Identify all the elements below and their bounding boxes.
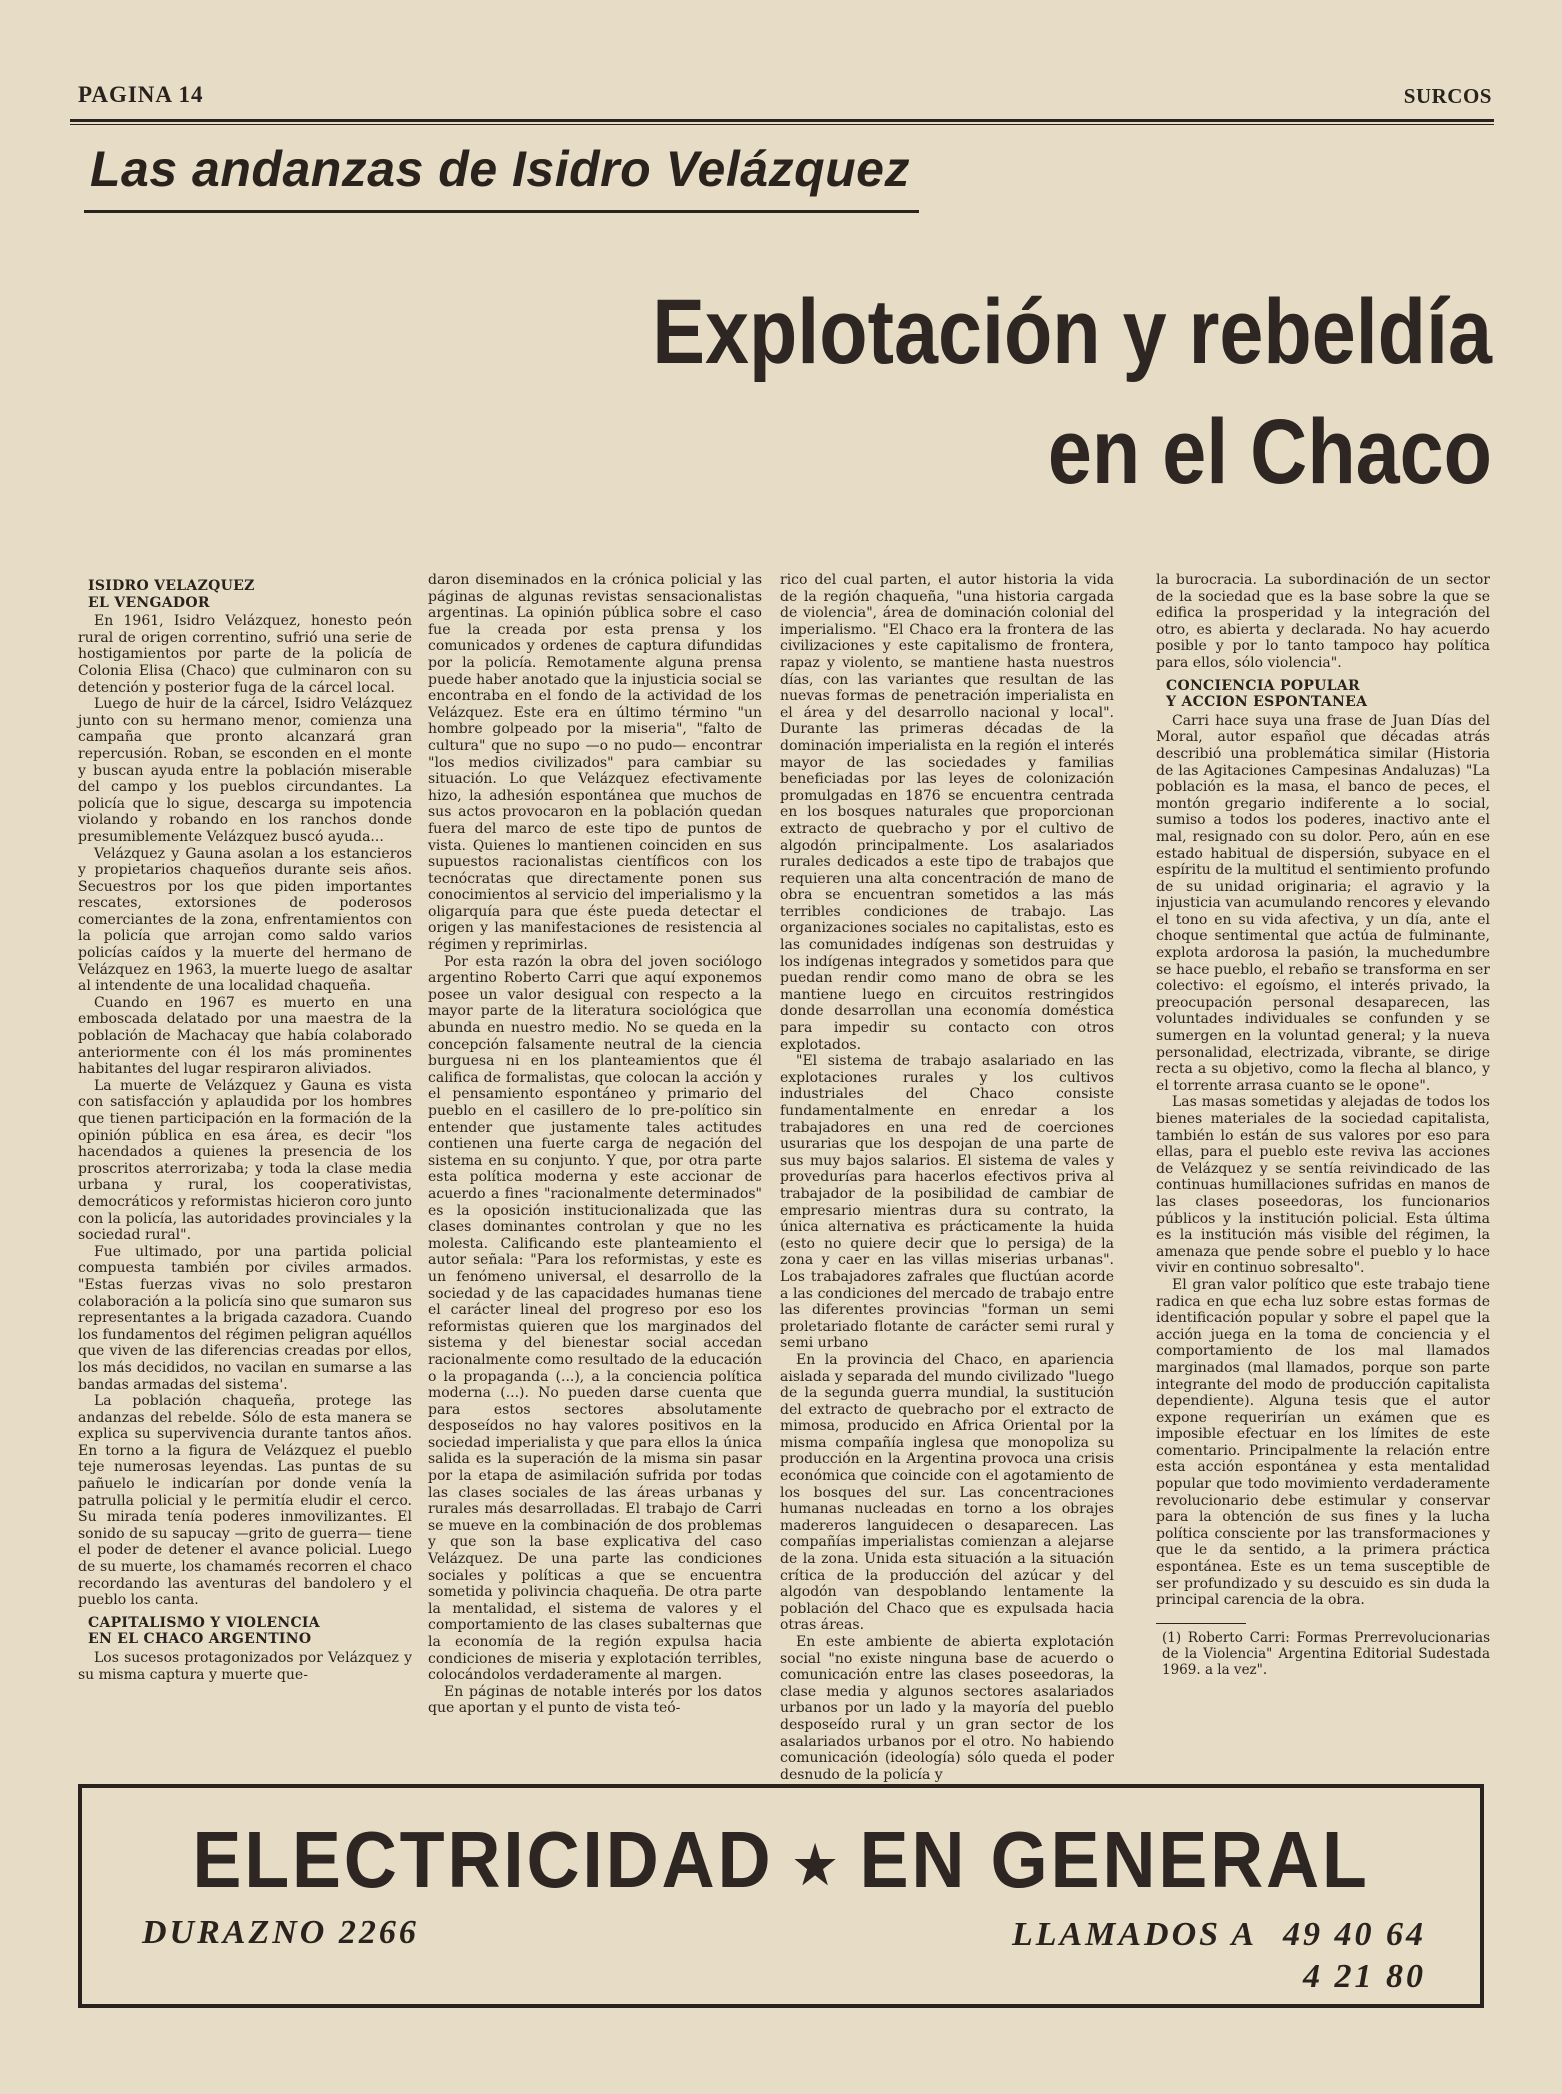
paragraph: la burocracia. La subordinación de un sector de la sociedad que es la base sobre la que se edifica la prosperidad y la integración del otro, es abierta y declarada. No hay acuerdo posible y por lo tanto tampoco hay política para ellos, sólo violencia".	[1156, 572, 1490, 671]
publication-name: SURCOS	[1403, 84, 1492, 108]
subheading-line: CAPITALISMO Y VIOLENCIA	[88, 1614, 320, 1631]
headline-line-1: Explotación y rebeldía	[652, 281, 1492, 383]
paragraph: rico del cual parten, el autor historia la vida de la región chaqueña, "una historia cargada de violencia", área de dominación colonial del imperialismo. "El Chaco era la frontera de las civilizaciones y este capitalismo de frontera, rapaz y violento, se mantiene hasta nuestros días, con las variantes que resultan de las nuevas formas de penetración imperialista en el área y del desarrollo nacional y local". Durante las primeras décadas de la dominación imperialista en la región el interés mayor de las sociedades y familias beneficiadas por las leyes de colonización promulgadas en 1876 se encuentra centrada en los bosques naturales que proporcionan extracto de quebracho y por el cultivo de algodón principalmente. Los asalariados rurales dedicados a este tipo de trabajos que requieren una alta concentración de mano de obra se encuentran sometidos a las más terribles condiciones de trabajo. Las organizaciones sociales no capitalistas, esto es las comunidades indígenas son destruidas y los indígenas integrados y sometidos para que puedan rendir como mano de obra se les mantiene luego en circuitos restringidos donde desarrollan una economía doméstica para impedir su contacto con otros explotados.	[780, 572, 1114, 1053]
column-3	[780, 572, 1114, 1783]
section-title: Las andanzas de Isidro Velázquez	[90, 141, 910, 197]
running-header	[74, 80, 1492, 120]
paragraph: Fue ultimado, por una partida policial compuesta también por civiles armados. "Estas fuerzas vivas no solo prestaron colaboración a la policía sino que sumaron sus representantes a la brigada cazadora. Cuando los fundamentos del régimen peligran aquéllos que viven de las diferencias creadas por ellos, los más decididos, no vacilan en sumarse a las bandas armadas del sistema'.	[78, 1243, 412, 1393]
paragraph: daron diseminados en la crónica policial y las páginas de algunas revistas sensacionalistas argentinas. La opinión pública sobre el caso fue la creada por esta prensa y los comunicados y ordenes de captura difundidas por la policía. Remotamente alguna prensa puede haber anotado que la injusticia social se encontraba en el fondo de la actividad de los Velázquez. Este era en último término "un hombre golpeado por la miseria", "falto de cultura" que no supo —o no pudo— encontrar "los medios civilizados" para cambiar su situación. Lo que Velázquez efectivamente hizo, la adhesión espontánea que muchos de sus actos provocaron en la población quedan fuera del marco de este tipo de puntos de vista. Quienes lo mantienen coinciden en sus supuestos racionalistas científicos con los tecnócratas que directamente ponen sus conocimientos al servicio del imperialismo y la oligarquía para que éste pueda detectar el origen y las manifestaciones de resistencia al régimen y reprimirlas.	[428, 572, 762, 954]
paragraph: En páginas de notable interés por los datos que aportan y el punto de vista teó-	[428, 1683, 762, 1717]
ad-word-left: ELECTRICIDAD	[192, 1815, 774, 1904]
paragraph: "El sistema de trabajo asalariado en las explotaciones rurales y los cultivos industriales del Chaco consiste fundamentalmente en enredar a los trabajadores en una red de coerciones usurarias que los despojan de una parte de sus muy bajos salarios. El sistema de vales y provedurías para hacerlos efectivos priva al trabajador de la posibilidad de cambiar de empresario mientras dura su contrato, la única alternativa es prácticamente la huida (esto no quiere decir que lo persiga) de la zona y caer en las villas miserias urbanas". Los trabajadores zafrales que fluctúan acorde a las condiciones del mercado de trabajo entre las diferentes provincias "forman un semi proletariado flotante de carácter semi rural y semi urbano	[780, 1053, 1114, 1352]
ad-phones	[1012, 1914, 1426, 1998]
subheading-line: Y ACCION ESPONTANEA	[1166, 694, 1368, 711]
ad-headline	[138, 1814, 1424, 1906]
ad-word-right: EN GENERAL	[859, 1815, 1370, 1904]
paragraph: Por esta razón la obra del joven sociólogo argentino Roberto Carri que aquí exponemos posee un valor desigual con respecto a la mayor parte de la literatura sociológica que abunda en nuestro medio. No se queda en la concepción falsamente neutral de la ciencia burguesa ni en los planteamientos que él califica de formalistas, que colocan la acción y el pensamiento espontáneo y primario del pueblo en el casillero de lo pre-político sin entender que justamente tales actitudes contienen una fuerte carga de negación del sistema en su conjunto. Y que, por otra parte esta política moderna y este accionar de acuerdo a fines "racionalmente determinados" es la oposición institucionalizada que las clases dominantes controlan y que no les molesta. Calificando este planteamiento el autor señala: "Para los reformistas, y este es un fenómeno universal, el desarrollo de la sociedad y de las capacidades humanas tiene el carácter lineal del progreso por eso los reformistas quieren que los marginados del sistema y del bienestar social accedan racionalmente como resultado de la educación o la propaganda (...), a la conciencia política moderna (...). No pueden darse cuenta que para estos sectores absolutamente desposeídos no hay valores positivos en la sociedad imperialista y que para ellos la única salida es la superación de la misma sin pasar por la etapa de asimilación sufrida por todas las clases sociales de las áreas urbanas y rurales más desarrolladas. El trabajo de Carri se mueve en la combinación de dos problemas y que son la base explicativa del caso Velázquez. De una parte las condiciones sociales y políticas a que se encuentra sometida y polivincia chaqueña. De otra parte la mentalidad, el sistema de valores y el comportamiento de las clases subalternas que la economía de la región expulsa hacia condiciones de miseria y explotación terribles, colocándolos verdaderamente al margen.	[428, 953, 762, 1684]
subheading-line: CONCIENCIA POPULAR	[1166, 677, 1360, 694]
page-number: PAGINA 14	[78, 82, 204, 107]
subheading-capitalismo	[78, 1615, 412, 1648]
subheading-line: ISIDRO VELAZQUEZ	[88, 578, 255, 594]
paragraph: Luego de huir de la cárcel, Isidro Velázquez junto con su hermano menor, comienza una campaña que pronto alcanzará gran repercusión. Roban, se esconden en el monte y buscan ayuda entre la población miserable del campo y los pueblos circundantes. La policía que lo sigue, descarga su impotencia violando y robando en los ranchos donde presumiblemente Velázquez buscó ayuda...	[78, 696, 412, 845]
paragraph: El gran valor político que este trabajo tiene radica en que echa luz sobre estas formas de identificación popular y sobre el papel que la acción juega en la toma de conciencia y el comportamiento de los mal llamados marginados (mal llamados, porque son parte integrante del modo de producción capitalista dependiente). Alguna tesis que el autor expone requerirían un exámen que es imposible efectuar en los límites de este comentario. Principalmente la relación entre esta acción espontánea y esta mentalidad popular que todo movimiento verdaderamente revolucionario debe estimular y conservar para la obtención de sus fines y la lucha política consciente por las transformaciones y que le da sentido, a la primera práctica espontánea. Este es un tema susceptible de ser profundizado y su descuido es sin duda la principal carencia de la obra.	[1156, 1276, 1490, 1609]
article-body	[78, 572, 1492, 1783]
paragraph: En este ambiente de abierta explotación social "no existe ninguna base de acuerdo o comunicación entre las clases poseedoras, la clase media y algunos sectores asalariados urbanos por un lado y la mayoría del pueblo desposeído rural y un gran sector de los asalariados urbanos por el otro. No habiendo comunicación (ideología) sólo queda el poder desnudo de la policía y	[780, 1634, 1114, 1783]
advertisement-box	[78, 1784, 1484, 2008]
headline	[613, 272, 1492, 512]
paragraph: Velázquez y Gauna asolan a los estancieros y propietarios chaqueños durante seis años. Secuestros por los que piden importantes rescates, extorsiones de poderosos comerciantes de la zona, enfrentamientos con la policía que arrojan como saldo varios policías caídos y la muerte del hermano de Velázquez en 1963, la muerte luego de asaltar al intendente de una localidad chaqueña.	[78, 845, 412, 995]
section-rule	[84, 210, 919, 213]
ad-call-label: LLAMADOS A	[1011, 1916, 1257, 1953]
paragraph: La muerte de Velázquez y Gauna es vista con satisfacción y aplaudida por los hombres que tienen participación en la formación de la opinión pública en esa área, es decir "los hacendados a quienes la presencia de los proscritos aterrorizaba; y toda la clase media urbana y rural, los cooperativistas, democráticos y reformistas hicieron coro junto con la policía, las autoridades provinciales y la sociedad rural".	[78, 1077, 412, 1244]
paragraph: En 1961, Isidro Velázquez, honesto peón rural de origen correntino, sufrió una serie de hostigamientos por parte de la policía de Colonia Elisa (Chaco) que culminaron con su detención y posterior fuga de la cárcel local.	[78, 613, 412, 696]
subheading-line: EN EL CHACO ARGENTINO	[88, 1631, 312, 1648]
headline-line-2: en el Chaco	[1047, 401, 1492, 503]
paragraph: Las masas sometidas y alejadas de todos los bienes materiales de la sociedad capitalista, también lo están de sus valores por eso para ellas, para el pueblo este reviva las acciones de Velázquez y se sentía reivindicado de las continuas humillaciones sufridas en manos de las clases poseedoras, los funcionarios públicos y la institución policial. Esta última es la institución más visible del régimen, la amenaza que pende sobre el pueblo y lo hace vivir en continuo sobresalto".	[1156, 1094, 1490, 1277]
column-2	[428, 572, 762, 1742]
paragraph: La población chaqueña, protege las andanzas del rebelde. Sólo de esta manera se explica su supervivencia durante tantos años. En torno a la figura de Velázquez el pueblo teje numerosas leyendas. Las puntas de su pañuelo le indicarían por donde venía la patrulla policial y le permitía eludir el cerco. Su mirada tenía poderes inmovilizantes. El sonido de su sapucay —grito de guerra— tiene el poder de detener el avance policial. Luego de su muerte, los chamamés recorren el chaco recordando las aventuras del bandolero y el pueblo los canta.	[78, 1393, 412, 1609]
header-rule	[70, 119, 1494, 122]
ad-phone-2: 4 21 80	[1303, 1958, 1426, 1995]
subheading-conciencia	[1156, 678, 1490, 711]
paragraph: Cuando en 1967 es muerto en una emboscada delatado por una maestra de la población de Machacay que había colaborado anteriormente con él los más prominentes habitantes del lugar respiraron aliviados.	[78, 994, 412, 1078]
column-1	[78, 572, 412, 1742]
star-icon: ★	[793, 1836, 840, 1895]
paragraph: Carri hace suya una frase de Juan Días del Moral, autor español que décadas atrás describió una problemática similar (Historia de las Agitaciones Campesinas Andaluzas) "La población es la masa, el banco de peces, el montón gregario indiferente a lo social, sumiso a todos los poderes, inactivo ante el mal, resignado con su dolor. Pero, aún en ese estado habitual de dispersión, subyace en el espíritu de la multitud el sentimiento profundo de su unidad originaria; el agravio y la injusticia van acumulando rencores y elevando el tono en su vida afectiva, y un día, ante el choque sentimental que actúa de fulminante, explota ardorosa la pasión, la muchedumbre se hace pueblo, el rebaño se transforma en ser colectivo: el egoísmo, el interés privado, la preocupación personal desaparecen, las voluntades individuales se confunden y se sumergen en la voluntad general; y la nueva personalidad, electrizada, vibrante, se dirige recta a su objetivo, como la flecha al blanco, y el torrente arrasa cuanto se le opone".	[1156, 712, 1490, 1094]
paragraph: Los sucesos protagonizados por Velázquez y su misma captura y muerte que-	[78, 1650, 412, 1683]
column-4	[1156, 572, 1490, 1742]
subheading-vengador	[78, 578, 412, 611]
paragraph: En la provincia del Chaco, en apariencia aislada y separada del mundo civilizado "luego de la segunda guerra mundial, la sustitución del extracto de quebracho por el extracto de mimosa, producido en Africa Oriental por la misma compañía inglesa que monopoliza su producción en la Argentina provoca una crisis económica que coincide con el agotamiento de los bosques del sur. Las concentraciones humanas nucleadas en torno a los obrajes madereros languidecen o desaparecen. Las compañías imperialistas comienzan a alejarse de la zona. Unida esta situación a la situación crítica de la producción del azúcar y del algodón van despoblando lentamente la población del Chaco que es expulsada hacia otras áreas.	[780, 1351, 1114, 1634]
ad-address: DURAZNO 2266	[142, 1914, 419, 1951]
header-rule-thin	[70, 124, 1494, 125]
ad-phone-1: 49 40 64	[1283, 1916, 1426, 1953]
footnote: (1) Roberto Carri: Formas Prerrevolucionarias de la Violencia" Argentina Editorial Sudestada 1969. a la vez".	[1162, 1629, 1490, 1678]
footnote-rule	[1156, 1623, 1246, 1624]
subheading-line: EL VENGADOR	[88, 594, 210, 611]
